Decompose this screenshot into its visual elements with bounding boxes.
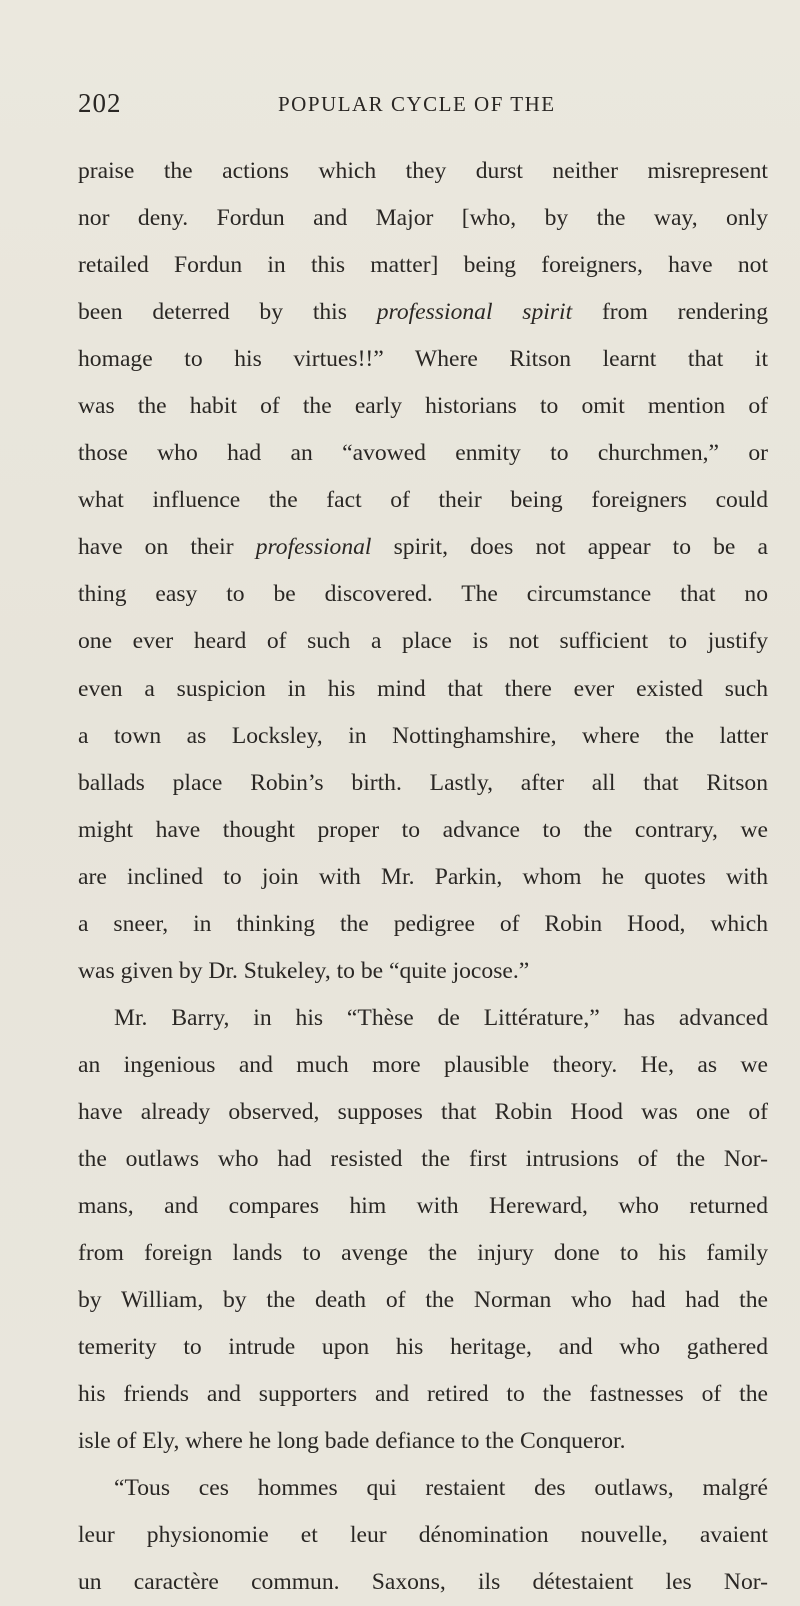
text-line: un caractère commun. Saxons, ils détestaient les Nor- [78, 1569, 768, 1596]
text-line: the outlaws who had resisted the first intrusions of the Nor- [78, 1145, 768, 1172]
text-line: leur physionomie et leur dénomination nouvelle, avaient [78, 1522, 768, 1549]
text-line: a sneer, in thinking the pedigree of Robin Hood, which [78, 910, 768, 937]
text-line: was given by Dr. Stukeley, to be “quite jocose.” [78, 957, 530, 984]
text-line: even a suspicion in his mind that there ever existed such [78, 675, 768, 702]
text-line: have already observed, supposes that Robin Hood was one of [78, 1098, 768, 1125]
text-line: thing easy to be discovered. The circumstance that no [78, 581, 768, 608]
text-line: “Tous ces hommes qui restaient des outlaws, malgré [114, 1475, 768, 1502]
text-span: spirit, does not appear to be a [371, 534, 768, 561]
text-line: are inclined to join with Mr. Parkin, whom he quotes with [78, 863, 768, 890]
text-line: ballads place Robin’s birth. Lastly, after all that Ritson [78, 769, 768, 796]
text-line: might have thought proper to advance to the contrary, we [78, 816, 768, 843]
text-line: a town as Locksley, in Nottinghamshire, where the latter [78, 722, 768, 749]
text-span: from rendering [572, 299, 769, 326]
text-line: those who had an “avowed enmity to churchmen,” or [78, 440, 768, 467]
text-line: by William, by the death of the Norman who had had the [78, 1287, 768, 1314]
page-number: 202 [78, 88, 122, 118]
italic-span: professional spirit [376, 299, 573, 326]
text-line: from foreign lands to avenge the injury done to his family [78, 1240, 768, 1267]
text-line [78, 524, 768, 571]
text-span: been deterred by this [78, 299, 377, 326]
text-line: nor deny. Fordun and Major [who, by the way, only [78, 205, 768, 232]
text-line: one ever heard of such a place is not sufficient to justify [78, 628, 768, 655]
body-text [78, 148, 768, 1606]
text-line: praise the actions which they durst neither misrepresent [78, 158, 768, 184]
text-line: isle of Ely, where he long bade defiance to the Conqueror. [78, 1428, 626, 1455]
text-line: was the habit of the early historians to omit mention of [78, 393, 768, 420]
text-line: retailed Fordun in this matter] being foreigners, have not [78, 252, 768, 279]
text-line: what influence the fact of their being foreigners could [78, 487, 768, 514]
running-head: POPULAR CYCLE OF THE [278, 92, 556, 116]
text-line: his friends and supporters and retired to the fastnesses of the [78, 1381, 768, 1408]
page-header [78, 88, 758, 128]
text-line [78, 289, 768, 336]
text-line: an ingenious and much more plausible theory. He, as we [78, 1051, 768, 1078]
italic-span: professional [255, 534, 372, 561]
text-line: temerity to intrude upon his heritage, and who gathered [78, 1334, 768, 1361]
text-line: mans, and compares him with Hereward, who returned [78, 1193, 768, 1220]
text-line: homage to his virtues!!” Where Ritson learnt that it [78, 346, 768, 373]
text-line: Mr. Barry, in his “Thèse de Littérature,” has advanced [114, 1004, 768, 1031]
text-span: have on their [78, 534, 256, 561]
